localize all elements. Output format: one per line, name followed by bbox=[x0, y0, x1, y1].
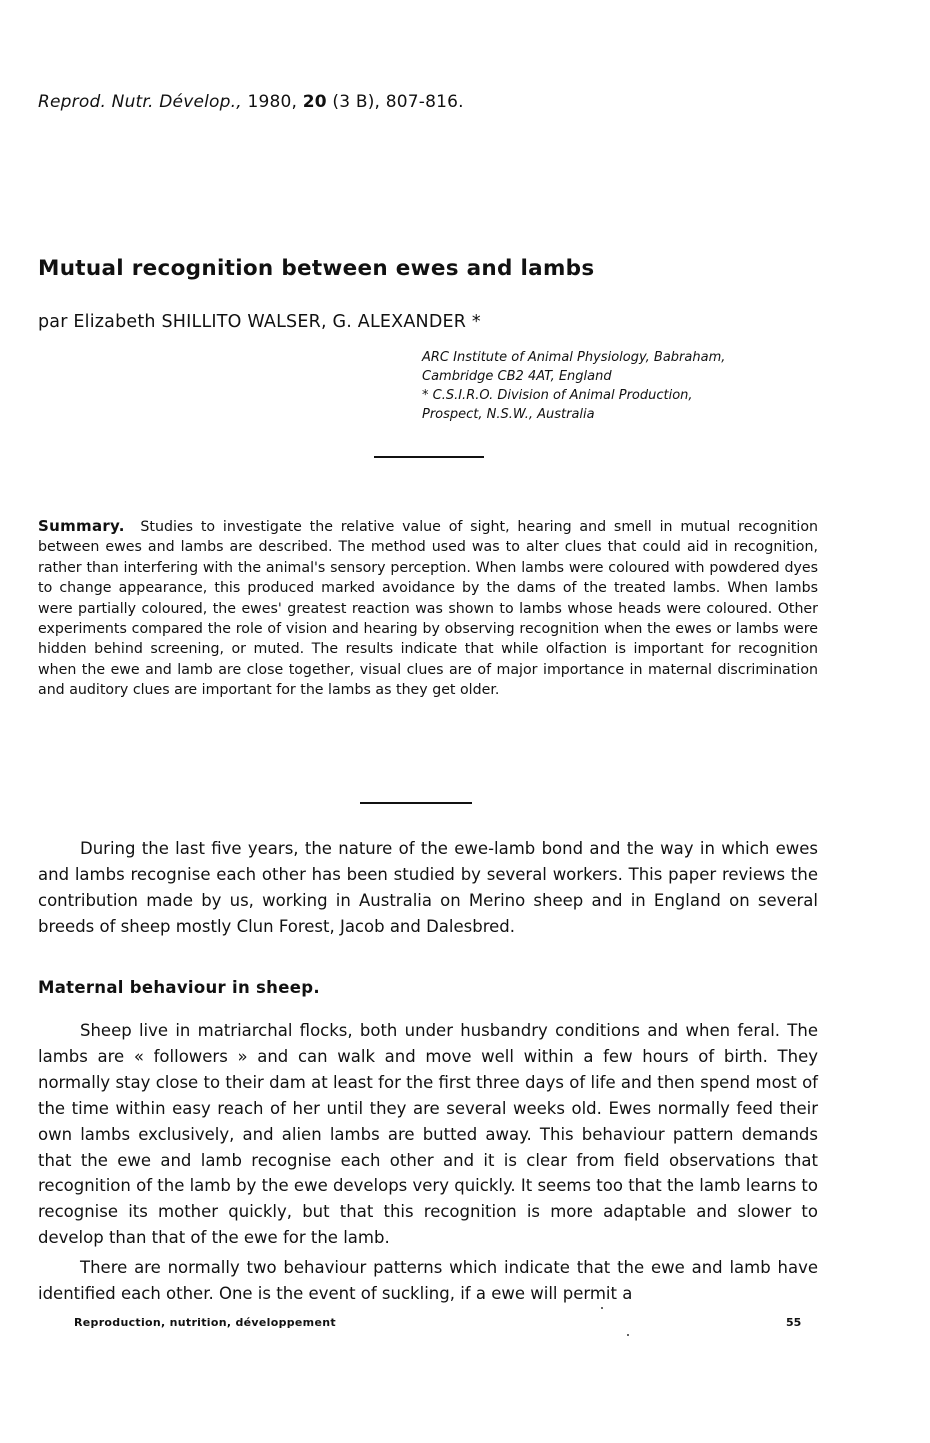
citation-journal: Reprod. Nutr. Dévelop., bbox=[38, 92, 242, 112]
scan-speck bbox=[627, 1334, 629, 1336]
scan-speck bbox=[601, 1307, 603, 1309]
footer-page-number: 55 bbox=[786, 1316, 802, 1329]
header-divider bbox=[374, 456, 484, 458]
summary-label: Summary. bbox=[38, 517, 125, 535]
citation-year: 1980, bbox=[241, 92, 303, 112]
summary-text: Studies to investigate the relative value of sight, hearing and smell in mutual recognition between ewes and lambs are described. The method used was to alter clues that could aid in recognition, rather than interfering with the animal's sensory perception. When lambs were coloured with powdered dyes to change appearance, this produced marked avoidance by the dams of the treated lambs. When lambs were partially coloured, the ewes' greatest reaction was shown to lambs whose heads were coloured. Other experiments compared the role of vision and hearing by observing recognition when the ewes or lambs were hidden behind screening, or muted. The results indicate that while olfaction is important for recognition when the ewe and lamb are close together, visual clues are of major importance in maternal discrimination and auditory clues are important for the lambs as they get older. bbox=[38, 519, 818, 699]
section-heading: Maternal behaviour in sheep. bbox=[38, 978, 320, 997]
intro-paragraph: During the last five years, the nature of the ewe-lamb bond and the way in which ewes and lambs recognise each other has been studied by several workers. This paper reviews the contribution made by us, working in Australia on Merino sheep and in England on several breeds of sheep mostly Clun Forest, Jacob and Dalesbred. bbox=[38, 839, 818, 936]
citation-volume: 20 bbox=[302, 92, 327, 112]
summary-abstract bbox=[38, 516, 818, 701]
affiliation-line: Cambridge CB2 4AT, England bbox=[422, 369, 612, 384]
author-line: par Elizabeth SHILLITO WALSER, G. ALEXANDER * bbox=[38, 312, 481, 332]
affiliation-line: ARC Institute of Animal Physiology, Babraham, bbox=[422, 350, 726, 365]
summary-divider bbox=[360, 802, 472, 804]
body-paragraph: Sheep live in matriarchal flocks, both under husbandry conditions and when feral. The lambs are « followers » and can walk and move well within a few hours of birth. They normally stay close to their dam at least for the first three days of life and then spend most of the time within easy reach of her until they are several weeks old. Ewes normally feed their own lambs exclusively, and alien lambs are butted away. This behaviour pattern demands that the ewe and lamb recognise each other and it is clear from field observations that recognition of the lamb by the ewe develops very quickly. It seems too that the lamb learns to recognise its mother quickly, but that this recognition is more adaptable and slower to develop than that of the ewe for the lamb. bbox=[38, 1021, 818, 1248]
body-paragraph: There are normally two behaviour patterns which indicate that the ewe and lamb have identified each other. One is the event of suckling, if a ewe will permit a bbox=[38, 1258, 818, 1303]
journal-citation bbox=[38, 92, 464, 112]
affiliation-line: Prospect, N.S.W., Australia bbox=[422, 407, 595, 422]
affiliation-line: * C.S.I.R.O. Division of Animal Production, bbox=[422, 388, 693, 403]
footer-journal-name: Reproduction, nutrition, développement bbox=[74, 1316, 336, 1329]
paper-title: Mutual recognition between ewes and lambs bbox=[38, 256, 595, 281]
citation-issue-pages: (3 B), 807-816. bbox=[326, 92, 464, 112]
affiliations-block bbox=[422, 348, 725, 424]
